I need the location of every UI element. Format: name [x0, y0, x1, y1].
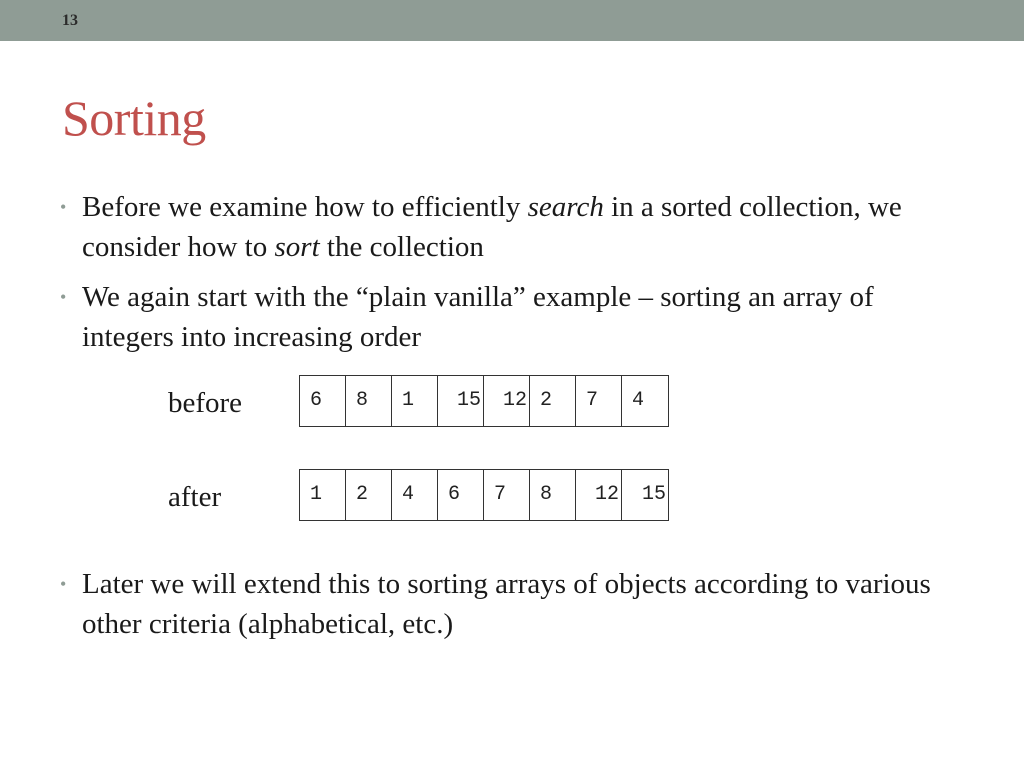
emphasis-sort: sort	[274, 231, 320, 263]
array-cell: 15	[438, 376, 484, 426]
array-cell: 1	[300, 470, 346, 520]
array-cell: 2	[530, 376, 576, 426]
array-cell: 7	[576, 376, 622, 426]
bullet-text	[82, 187, 940, 267]
emphasis-search: search	[527, 191, 604, 223]
bullet-text: Later we will extend this to sorting arrays of objects according to various other criteria (alphabetical, etc.)	[82, 568, 931, 640]
top-bar	[0, 0, 1024, 41]
bullet-text-part: in a sorted collection, we consider how to	[82, 191, 902, 263]
array-cell: 15	[622, 470, 669, 520]
array-label-before: before	[168, 387, 243, 419]
array-after	[299, 469, 669, 521]
array-cell: 2	[346, 470, 392, 520]
array-cell: 1	[392, 376, 438, 426]
bullet-item-2	[60, 277, 940, 357]
bullet-dot-icon: •	[60, 287, 67, 307]
array-label-after: after	[168, 481, 222, 513]
array-cell: 6	[438, 470, 484, 520]
slide-number: 13	[62, 12, 78, 29]
array-cell: 4	[622, 376, 669, 426]
array-cell: 7	[484, 470, 530, 520]
slide-title: Sorting	[62, 90, 206, 146]
array-cell: 12	[576, 470, 622, 520]
array-cell: 8	[530, 470, 576, 520]
bullet-text-part: the collection	[319, 231, 484, 263]
array-cell: 8	[346, 376, 392, 426]
array-cell: 6	[300, 376, 346, 426]
array-cell: 12	[484, 376, 530, 426]
array-cell: 4	[392, 470, 438, 520]
bullet-dot-icon: •	[60, 574, 67, 594]
bullet-item-3	[60, 564, 940, 644]
array-before	[299, 375, 669, 427]
bullet-dot-icon: •	[60, 197, 67, 217]
bullet-item-1	[60, 187, 940, 267]
bullet-text-part: Before we examine how to efficiently	[82, 191, 528, 223]
bullet-text: We again start with the “plain vanilla” example – sorting an array of integers into increasing order	[82, 281, 874, 353]
